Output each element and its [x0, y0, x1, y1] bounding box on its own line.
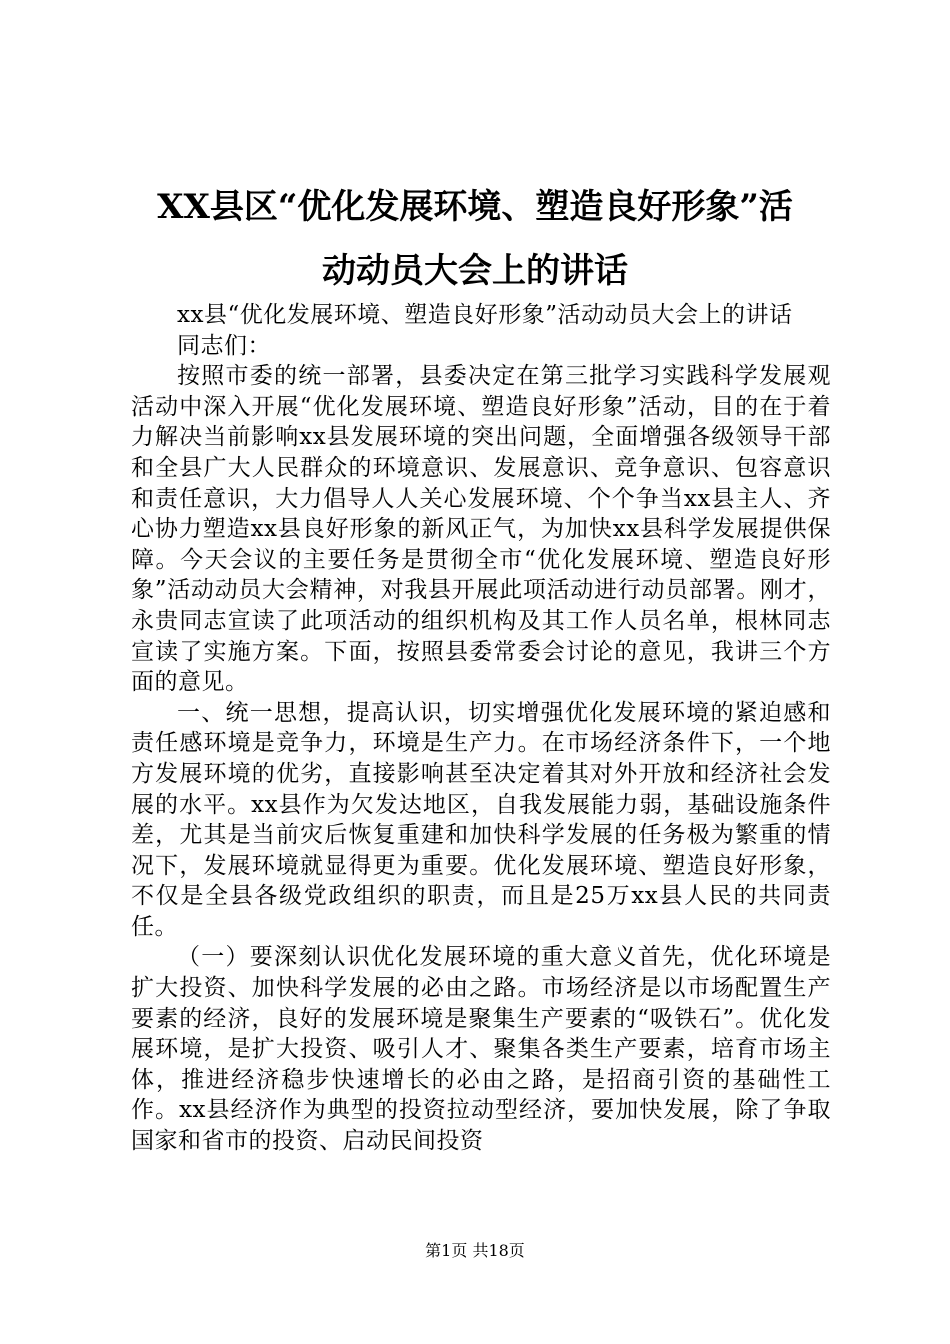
document-body — [131, 300, 831, 1157]
paragraph-salutation: 同志们： — [177, 332, 271, 359]
paragraph-intro: 按照市委的统一部署，县委决定在第三批学习实践科学发展观活动中深入开展“优化发展环境、塑造良好形象”活动，目的在于着力解决当前影响xx县发展环境的突出问题，全面增强各级领导干部和全县广大人民群众的环境意识、发展意识、竞争意识、包容意识和责任意识，大力倡导人人关心发展环境、个个争当xx县主人、齐心协力塑造xx县良好形象的新风正气，为加快xx县科学发展提供保障。今天会议的主要任务是贯彻全市“优化发展环境、塑造良好形象”活动动员大会精神，对我县开展此项活动进行动员部署。刚才，永贵同志宣读了此项活动的组织机构及其工作人员名单，根林同志宣读了实施方案。下面，按照县委常委会讨论的意见，我讲三个方面的意见。 — [131, 363, 831, 696]
document-title-line-1: XX县区“优化发展环境、塑造良好形象”活 — [157, 187, 793, 227]
document-title-line-2: 动动员大会上的讲话 — [322, 251, 628, 291]
page-footer: 第1页 共18页 — [425, 1241, 525, 1260]
paragraph-section-1: 一、统一思想，提高认识，切实增强优化发展环境的紧迫感和责任感环境是竞争力，环境是生产力。在市场经济条件下，一个地方发展环境的优劣，直接影响甚至决定着其对外开放和经济社会发展的水平。xx县作为欠发达地区，自我发展能力弱，基础设施条件差，尤其是当前灾后恢复重建和加快科学发展的任务极为繁重的情况下，发展环境就显得更为重要。优化发展环境、塑造良好形象，不仅是全县各级党政组织的职责，而且是25万xx县人民的共同责任。 — [131, 699, 831, 940]
paragraph-subsection-1: （一）要深刻认识优化发展环境的重大意义首先，优化环境是扩大投资、加快科学发展的必由之路。市场经济是以市场配置生产要素的经济，良好的发展环境是聚集生产要素的“吸铁石”。优化发展环境，是扩大投资、吸引人才、聚集各类生产要素，培育市场主体，推进经济稳步快速增长的必由之路，是招商引资的基础性工作。xx县经济作为典型的投资拉动型经济，要加快发展，除了争取国家和省市的投资、启动民间投资 — [131, 944, 831, 1155]
paragraph-subtitle: xx县“优化发展环境、塑造良好形象”活动动员大会上的讲话 — [177, 302, 793, 328]
